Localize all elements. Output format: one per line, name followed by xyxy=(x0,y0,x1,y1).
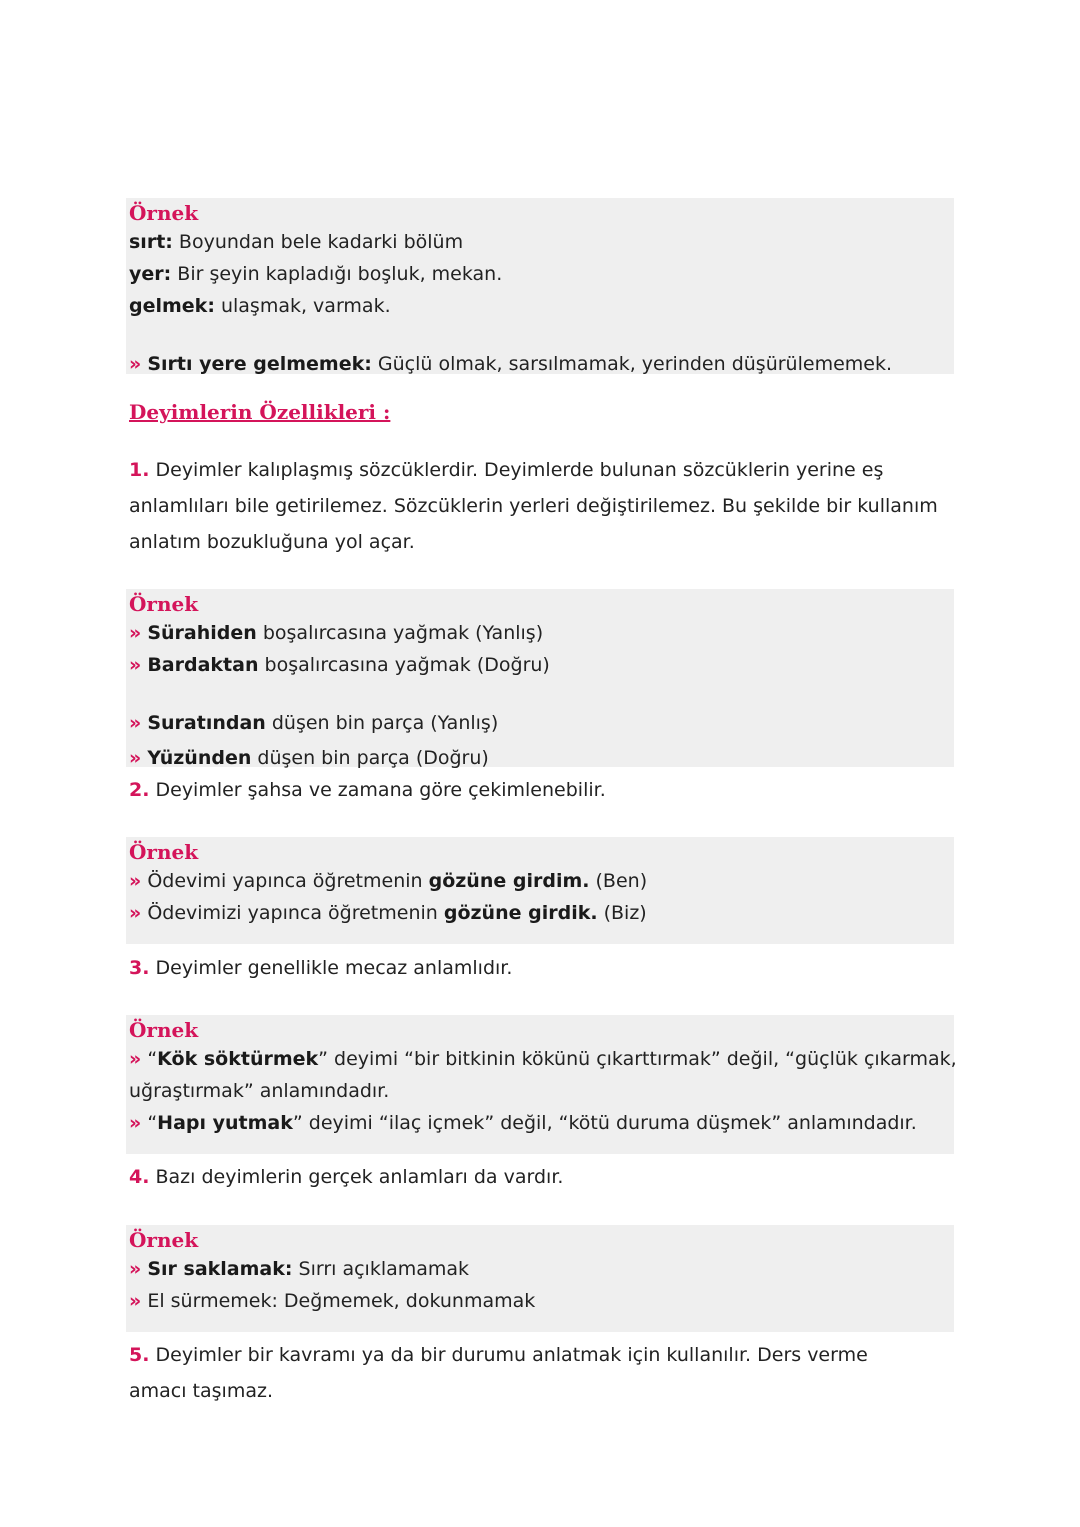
example-line: » El sürmemek: Değmemek, dokunmamak xyxy=(129,1290,536,1312)
definition-line: yer: Bir şeyin kapladığı boşluk, mekan. xyxy=(129,263,503,285)
definition-line: sırt: Boyundan bele kadarki bölüm xyxy=(129,231,464,253)
example-label: Örnek xyxy=(129,592,199,616)
property-4: 4. Bazı deyimlerin gerçek anlamları da vardır. xyxy=(129,1166,564,1188)
example-box-4 xyxy=(126,1015,957,1154)
example-line: » Ödevimi yapınca öğretmenin gözüne girdim. (Ben) xyxy=(129,870,648,892)
example-line: » “Hapı yutmak” deyimi “ilaç içmek” değil, “kötü duruma düşmek” anlamındadır. xyxy=(129,1112,917,1134)
example-line: » Suratından düşen bin parça (Yanlış) xyxy=(129,712,499,734)
property-3: 3. Deyimler genellikle mecaz anlamlıdır. xyxy=(129,957,513,979)
example-label: Örnek xyxy=(129,1018,199,1042)
bullet-arrow-icon: » xyxy=(129,747,142,769)
property-5: 5. Deyimler bir kavramı ya da bir durumu anlatmak için kullanılır. Ders verme amacı taşımaz. xyxy=(129,1344,868,1402)
bullet-arrow-icon: » xyxy=(129,654,142,676)
bullet-arrow-icon: » xyxy=(129,712,142,734)
example-line-continued: uğraştırmak” anlamındadır. xyxy=(129,1080,390,1102)
definition-line: gelmek: ulaşmak, varmak. xyxy=(129,295,391,317)
example-line: » “Kök söktürmek” deyimi “bir bitkinin kökünü çıkarttırmak” değil, “güçlük çıkarmak, xyxy=(129,1048,957,1070)
example-line: » Bardaktan boşalırcasına yağmak (Doğru) xyxy=(129,654,550,676)
example-label: Örnek xyxy=(129,1228,199,1252)
example-box-2 xyxy=(126,589,954,767)
example-box-5 xyxy=(126,1225,954,1332)
bullet-arrow-icon: » xyxy=(129,353,142,375)
example-line: » Sır saklamak: Sırrı açıklamamak xyxy=(129,1258,470,1280)
bullet-arrow-icon: » xyxy=(129,1048,142,1070)
example-line: » Sürahiden boşalırcasına yağmak (Yanlış) xyxy=(129,622,544,644)
bullet-arrow-icon: » xyxy=(129,1258,142,1280)
example-line: » Ödevimizi yapınca öğretmenin gözüne girdik. (Biz) xyxy=(129,902,647,924)
property-1: 1. Deyimler kalıplaşmış sözcüklerdir. Deyimlerde bulunan sözcüklerin yerine eş anlamlıları bile getirilemez. Sözcüklerin yerleri değiştirilemez. Bu şekilde bir kullanım anlatım bozukluğuna yol açar. xyxy=(129,459,938,553)
example-label: Örnek xyxy=(129,840,199,864)
bullet-arrow-icon: » xyxy=(129,902,142,924)
bullet-arrow-icon: » xyxy=(129,1290,142,1312)
example-line: » Yüzünden düşen bin parça (Doğru) xyxy=(129,747,489,769)
example-box-1 xyxy=(126,198,954,374)
bullet-arrow-icon: » xyxy=(129,1112,142,1134)
bullet-arrow-icon: » xyxy=(129,870,142,892)
property-2: 2. Deyimler şahsa ve zamana göre çekimlenebilir. xyxy=(129,779,606,801)
idiom-meaning-line: » Sırtı yere gelmemek: Güçlü olmak, sarsılmamak, yerinden düşürülememek. xyxy=(129,353,893,375)
bullet-arrow-icon: » xyxy=(129,622,142,644)
example-label: Örnek xyxy=(129,201,199,225)
section-heading: Deyimlerin Özellikleri : xyxy=(129,400,391,424)
example-box-3 xyxy=(126,837,954,944)
